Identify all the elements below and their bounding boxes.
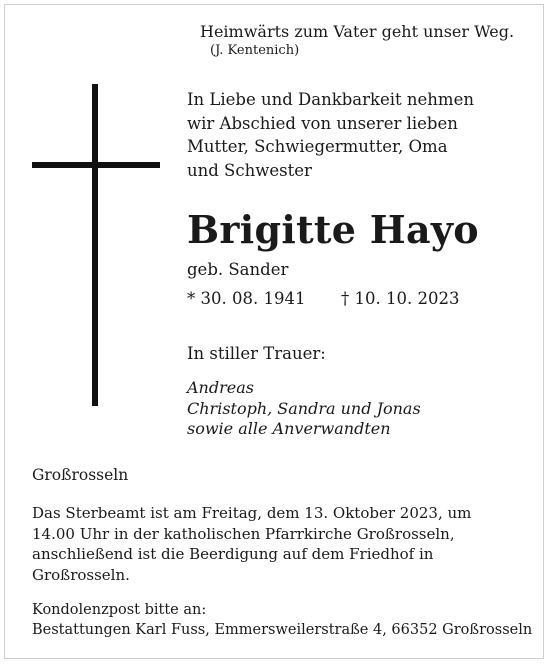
ceremony-line: Großrosseln.	[32, 565, 130, 584]
intro-line: In Liebe und Dankbarkeit nehmen	[187, 90, 474, 109]
birth-date: * 30. 08. 1941	[187, 289, 306, 308]
condolence-address: Bestattungen Karl Fuss, Emmersweilerstraße 4, 66352 Großrosseln	[32, 622, 533, 638]
motto-text: Heimwärts zum Vater geht unser Weg.	[200, 22, 515, 41]
place-name: Großrosseln	[32, 466, 129, 484]
ceremony-info	[32, 503, 471, 585]
mourners-list	[187, 378, 421, 440]
mourning-title: In stiller Trauer:	[187, 344, 326, 363]
mourner-line: Christoph, Sandra und Jonas	[187, 398, 421, 418]
cross-vertical-bar	[92, 84, 98, 406]
deceased-name: Brigitte Hayo	[187, 207, 479, 252]
farewell-intro	[187, 88, 474, 182]
ceremony-line: anschließend ist die Beerdigung auf dem Friedhof in	[32, 545, 434, 563]
intro-line: und Schwester	[187, 160, 312, 180]
birth-name: geb. Sander	[187, 260, 289, 279]
intro-line: wir Abschied von unserer lieben	[187, 113, 458, 133]
death-date: † 10. 10. 2023	[341, 289, 460, 308]
motto-author: (J. Kentenich)	[210, 43, 300, 58]
intro-line: Mutter, Schwiegermutter, Oma	[187, 137, 448, 156]
condolence-title: Kondolenzpost bitte an:	[32, 602, 207, 618]
ceremony-line: Das Sterbeamt ist am Freitag, dem 13. Oktober 2023, um	[32, 504, 472, 522]
cross-horizontal-bar	[32, 162, 160, 168]
mourner-line: sowie alle Anverwandten	[187, 419, 391, 438]
mourner-line: Andreas	[187, 378, 254, 397]
ceremony-line: 14.00 Uhr in der katholischen Pfarrkirche Großrosseln,	[32, 524, 455, 543]
